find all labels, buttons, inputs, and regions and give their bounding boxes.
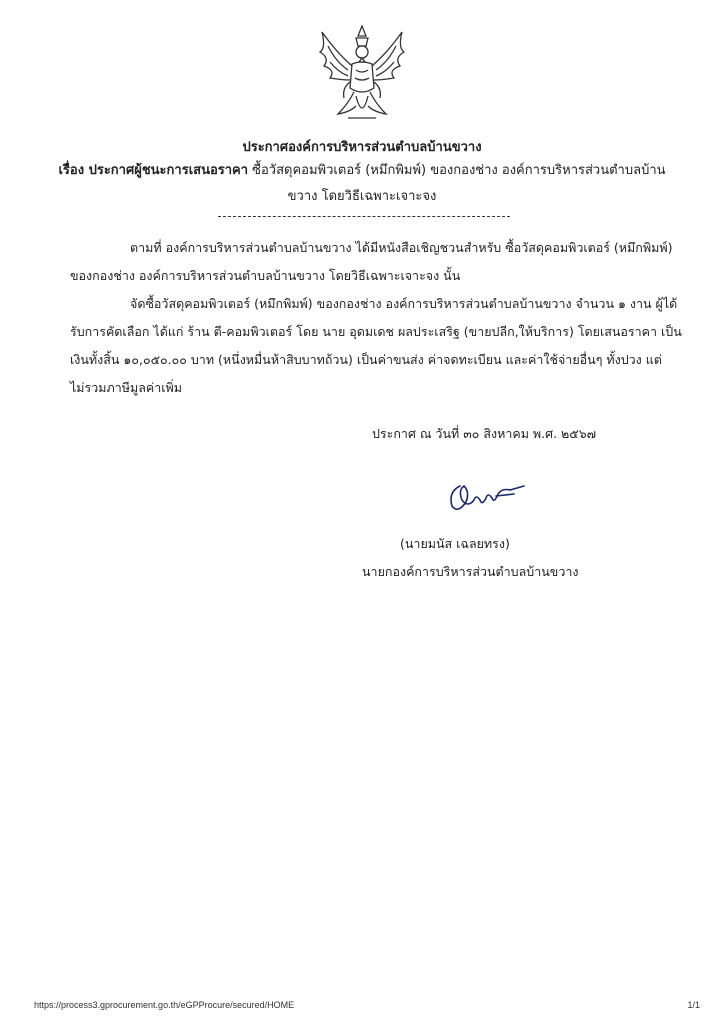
signer-name: (นายมนัส เฉลยทรง) <box>400 536 510 551</box>
subject-line-1-rest: ซื้อวัสดุคอมพิวเตอร์ (หมึกพิมพ์) ของกองช่าง องค์การบริหารส่วนตำบลบ้าน <box>248 163 666 178</box>
footer-url: https://process3.gprocurement.go.th/eGPProcure/secured/HOME <box>34 1000 295 1010</box>
paragraph-2-line-2: รับการคัดเลือก ได้แก่ ร้าน ตี-คอมพิวเตอร์ โดย นาย อุดมเดช ผลประเสริฐ (ขายปลีก,ให้บริการ) โดยเสนอราคา เป็น <box>70 324 682 339</box>
footer-page-number: 1/1 <box>687 1000 700 1010</box>
signature-icon <box>440 478 530 518</box>
paragraph-1 <box>70 234 690 290</box>
signer-position: นายกองค์การบริหารส่วนตำบลบ้านขวาง <box>362 564 579 579</box>
subject-line-1 <box>0 158 724 184</box>
paragraph-1-line-2: ของกองช่าง องค์การบริหารส่วนตำบลบ้านขวาง โดยวิธีเฉพาะเจาะจง นั้น <box>70 268 461 283</box>
p1-lead: ตามที่ <box>130 240 162 255</box>
p1-invite: ได้มีหนังสือเชิญชวนสำหรับ <box>355 240 502 255</box>
paragraph-2 <box>70 290 690 402</box>
document-subject <box>0 158 724 210</box>
p1-org: องค์การบริหารส่วนตำบลบ้านขวาง <box>161 240 356 255</box>
p1-item: ซื้อวัสดุคอมพิวเตอร์ (หมึกพิมพ์) <box>501 240 673 255</box>
paragraph-2-line-3: เงินทั้งสิ้น ๑๐,๐๕๐.๐๐ บาท (หนึ่งหมื่นห้าสิบบาทถ้วน) เป็นค่าขนส่ง ค่าจดทะเบียน และค่าใช้จ่ายอื่นๆ ทั้งปวง แต่ <box>70 352 662 367</box>
document-title: ประกาศองค์การบริหารส่วนตำบลบ้านขวาง <box>242 140 482 155</box>
subject-prefix: เรื่อง ประกาศผู้ชนะการเสนอราคา <box>58 163 249 178</box>
paragraph-1-line-1 <box>70 234 690 262</box>
paragraph-2-line-1: จัดซื้อวัสดุคอมพิวเตอร์ (หมึกพิมพ์) ของกองช่าง องค์การบริหารส่วนตำบลบ้านขวาง จำนวน ๑ งาน ผู้ได้ <box>130 296 678 311</box>
announce-date: ประกาศ ณ วันที่ ๓๐ สิงหาคม พ.ศ. ๒๕๖๗ <box>372 426 597 441</box>
garuda-emblem-icon <box>308 22 416 126</box>
dashed-divider <box>218 216 510 217</box>
subject-line-2: ขวาง โดยวิธีเฉพาะเจาะจง <box>287 189 437 204</box>
paragraph-2-line-4: ไม่รวมภาษีมูลค่าเพิ่ม <box>70 380 183 395</box>
